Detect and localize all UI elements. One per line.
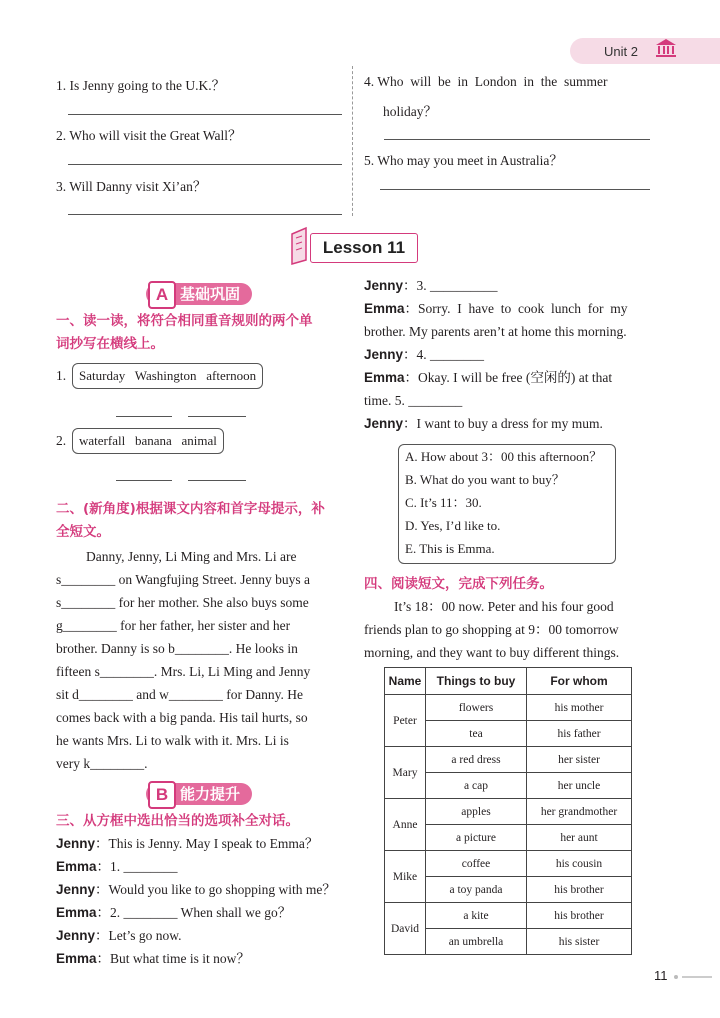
dialogue-text: ：Sorry. I have to cook lunch for my [404,301,628,316]
question-2: 2. Who will visit the Great Wall？ [56,128,242,143]
options-box [398,444,616,564]
recipient-cell: his cousin [527,851,632,877]
dialogue-text: ：Okay. I will be free (空闲的) at that [404,370,613,385]
part1-item1-words: Saturday Washington afternoon [72,363,263,389]
recipient-cell: his brother [527,903,632,929]
item-cell: a picture [426,825,527,851]
section-a-badge [146,283,252,305]
table-row [385,799,632,825]
speaker: Jenny [56,882,96,897]
column-divider [352,66,353,216]
dialogue-line-6 [56,948,250,970]
footer-rule [682,976,712,978]
name-cell: David [385,903,426,955]
part1-heading-line1: 一、读一读，将符合相同重音规则的两个单 [56,313,313,329]
part1-item1-blank2[interactable] [188,416,246,417]
part2-line-3: s________ for her mother. She also buys some [56,595,309,610]
recipient-cell: his sister [527,929,632,955]
recipient-cell: his brother [527,877,632,903]
question-4-cont: holiday？ [383,104,437,119]
recipient-cell: her sister [527,747,632,773]
answer-line-3[interactable] [68,214,342,215]
answer-line-5[interactable] [380,189,650,190]
page-number: 11 [654,968,668,983]
part2-line-2: s________ on Wangfujing Street. Jenny buys a [56,572,311,587]
part2-line-8: comes back with a big panda. His tail hurts, so [56,710,308,725]
name-cell: Peter [385,695,426,747]
dialogue-line-5 [56,925,182,947]
table-row [385,695,632,721]
speaker: Emma [56,905,97,920]
part4-line-3: morning, and they want to buy different things. [364,645,620,660]
part2-line-7: sit d________ and w________ for Danny. He [56,687,303,702]
section-b-letter: B [148,781,176,809]
item-cell: an umbrella [426,929,527,955]
dialogue-text: ：Let’s go now. [95,928,182,943]
option-b[interactable]: B. What do you want to buy？ [405,472,565,487]
speaker: Jenny [364,278,404,293]
part1-item1-number: 1. [56,368,67,383]
dialogue-text: time. 5. ________ [364,393,463,408]
name-cell: Anne [385,799,426,851]
dialogue-text: ：This is Jenny. May I speak to Emma？ [95,836,319,851]
item-cell: apples [426,799,527,825]
dialogue-line-13 [364,413,603,435]
speaker: Jenny [364,347,404,362]
part2-line-9: he wants Mrs. Li to walk with it. Mrs. Li is [56,733,289,748]
lesson-title: Lesson 11 [310,233,418,263]
item-cell: a cap [426,773,527,799]
dialogue-text: ：I want to buy a dress for my mum. [403,416,603,431]
table-header-row [385,668,632,695]
speaker: Emma [364,370,405,385]
col-header-things: Things to buy [426,668,527,695]
dialogue-line-9 [364,321,627,343]
part1-item2-words: waterfall banana animal [72,428,224,454]
question-1: 1. Is Jenny going to the U.K.？ [56,78,226,93]
name-cell: Mike [385,851,426,903]
item-cell: a kite [426,903,527,929]
part1-item2-blank2[interactable] [188,480,246,481]
speaker: Emma [56,859,97,874]
speaker: Jenny [56,928,96,943]
part2-line-1: Danny, Jenny, Li Ming and Mrs. Li are [86,549,297,564]
part1-item2-number: 2. [56,433,67,448]
option-d[interactable]: D. Yes, I’d like to. [405,518,501,533]
dialogue-text: ：3. __________ [403,278,498,293]
col-header-for-whom: For whom [527,668,632,695]
dialogue-line-3 [56,879,336,901]
dialogue-line-2 [56,856,178,878]
dialogue-line-11 [364,367,612,389]
section-a-title: 基础巩固 [180,285,241,303]
item-cell: a red dress [426,747,527,773]
answer-line-1[interactable] [68,114,342,115]
recipient-cell: his father [527,721,632,747]
speaker: Jenny [56,836,96,851]
dialogue-line-7 [364,275,498,297]
dialogue-text: ：Would you like to go shopping with me？ [95,882,336,897]
part4-heading: 四、阅读短文，完成下列任务。 [364,576,553,592]
speaker: Emma [56,951,97,966]
col-header-name: Name [385,668,426,695]
part2-heading-line1: 二、(新角度)根据课文内容和首字母提示，补 [56,501,325,517]
building-icon [655,37,677,59]
dialogue-line-8 [364,298,628,320]
part4-line-1: It’s 18：00 now. Peter and his four good [394,599,614,614]
dialogue-line-4 [56,902,291,924]
section-a-letter: A [148,281,176,309]
answer-line-2[interactable] [68,164,342,165]
option-a[interactable]: A. How about 3：00 this afternoon？ [405,449,603,464]
dialogue-text: brother. My parents aren’t at home this morning. [364,324,627,339]
table-row [385,851,632,877]
part2-line-10: very k________. [56,756,148,771]
part1-heading-line2: 词抄写在横线上。 [56,336,164,352]
dialogue-line-1 [56,833,318,855]
question-3: 3. Will Danny visit Xi’an？ [56,179,207,194]
dialogue-line-12 [364,390,462,412]
option-e[interactable]: E. This is Emma. [405,541,495,556]
answer-line-4[interactable] [384,139,650,140]
table-row [385,903,632,929]
section-b-title: 能力提升 [180,785,241,803]
dialogue-text: ：But what time is it now？ [96,951,250,966]
dialogue-text: ：4. ________ [403,347,485,362]
dialogue-text: ：2. ________ When shall we go？ [96,905,292,920]
header-tab [570,38,720,64]
speaker: Jenny [364,416,404,431]
question-4: 4. Who will be in London in the summer [364,74,608,89]
item-cell: a toy panda [426,877,527,903]
recipient-cell: her aunt [527,825,632,851]
dialogue-line-10 [364,344,484,366]
option-c[interactable]: C. It’s 11：30. [405,495,482,510]
part2-line-6: fifteen s________. Mrs. Li, Li Ming and Jenny [56,664,311,679]
part3-heading: 三、从方框中选出恰当的选项补全对话。 [56,813,299,829]
part2-line-4: g________ for her father, her sister and her [56,618,291,633]
shopping-table [384,667,632,955]
item-cell: flowers [426,695,527,721]
table-row [385,747,632,773]
part2-heading-line2: 全短文。 [56,524,110,540]
recipient-cell: his mother [527,695,632,721]
part4-line-2: friends plan to go shopping at 9：00 tomorrow [364,622,619,637]
speaker: Emma [364,301,405,316]
footer-dot [674,975,678,979]
item-cell: coffee [426,851,527,877]
part1-item2-blank1[interactable] [116,480,172,481]
question-5: 5. Who may you meet in Australia？ [364,153,563,168]
recipient-cell: her uncle [527,773,632,799]
part1-item1-blank1[interactable] [116,416,172,417]
recipient-cell: her grandmother [527,799,632,825]
dialogue-text: ：1. ________ [96,859,178,874]
section-b-badge [146,783,252,805]
part2-line-5: brother. Danny is so b________. He looks in [56,641,298,656]
name-cell: Mary [385,747,426,799]
item-cell: tea [426,721,527,747]
unit-label: Unit 2 [604,44,638,59]
